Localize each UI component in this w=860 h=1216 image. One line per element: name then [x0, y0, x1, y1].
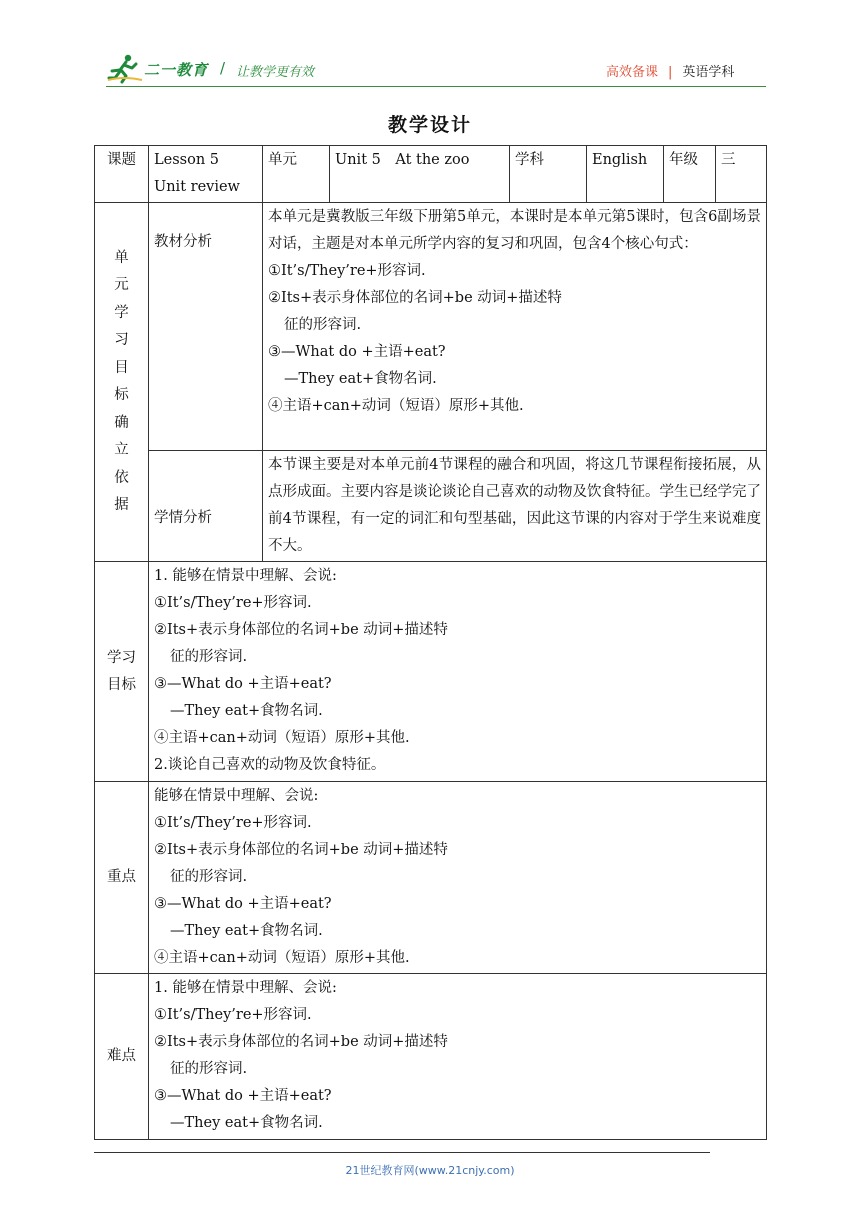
- material-point: 征的形容词.: [284, 317, 362, 333]
- header-subject: 英语学科: [682, 65, 735, 80]
- basis-label-char: 习: [114, 332, 129, 348]
- material-paragraph: 本单元是冀教版三年级下册第5单元，本课时是本单元第5课时，包含6副场景对话，主题是对本单元所学内容的复习和巩固，包含4个核心句式：: [268, 209, 761, 252]
- goals-row: [95, 562, 767, 782]
- topic-label: 课题: [95, 146, 149, 203]
- grade-label: 年级: [664, 146, 716, 203]
- learner-row: [95, 451, 767, 562]
- key-point-line: ①It’s/They’re+形容词.: [154, 815, 312, 831]
- info-row: [95, 146, 767, 203]
- key-point-line: —They eat+食物名词.: [170, 923, 323, 939]
- subject-value: English: [587, 146, 664, 203]
- basis-label-char: 元: [114, 277, 129, 293]
- basis-label-char: 目: [114, 359, 129, 376]
- goals-content: [149, 562, 767, 782]
- brand-slash: /: [220, 59, 226, 77]
- material-points: [268, 258, 761, 420]
- brand-logo: [106, 52, 336, 86]
- page-title: 教学设计: [387, 114, 472, 136]
- brand-slogan: 让教学更有效: [236, 65, 315, 80]
- header-right: [606, 61, 734, 80]
- key-point-line: 征的形容词.: [170, 869, 248, 885]
- material-point: ②Its+表示身体部位的名词+be 动词+描述特: [268, 290, 562, 306]
- difficulties-content: [149, 974, 767, 1140]
- basis-label-char: 单: [114, 249, 129, 266]
- basis-label-char: 确: [114, 414, 129, 431]
- material-row: [95, 203, 767, 451]
- goal-line: ③—What do +主语+eat?: [154, 676, 332, 692]
- key-point-line: ④主语+can+动词（短语）原形+其他.: [154, 950, 410, 966]
- key-point-line: ③—What do +主语+eat?: [154, 896, 332, 912]
- difficulty-line: ②Its+表示身体部位的名词+be 动词+描述特: [154, 1034, 448, 1050]
- footer-divider: [94, 1152, 710, 1153]
- unit-value: Unit 5 At the zoo: [330, 146, 510, 203]
- goal-line: 2.谈论自己喜欢的动物及饮食特征。: [154, 757, 386, 773]
- learner-content: 本节课主要是对本单元前4节课程的融合和巩固，将这几节课程衔接拓展，从点形成面。主要内容是谈论谈论自己喜欢的动物及饮食特征。学生已经学完了前4节课程，有一定的词汇和句型基础，因此这节课的内容对于学生来说难度不大。: [263, 451, 767, 562]
- brand-name: 二一教育: [144, 61, 209, 79]
- difficulty-line: 征的形容词.: [170, 1061, 248, 1077]
- grade-value: 三: [716, 146, 767, 203]
- key-points-label: 重点: [95, 782, 149, 974]
- material-label: 教材分析: [149, 203, 263, 451]
- topic-line: Lesson 5: [154, 152, 219, 168]
- key-points-row: [95, 782, 767, 974]
- goals-label-line: 目标: [107, 676, 136, 693]
- basis-label-char: 依: [114, 469, 129, 486]
- key-point-line: ②Its+表示身体部位的名词+be 动词+描述特: [154, 842, 448, 858]
- runner-icon: [106, 52, 146, 84]
- topic-value: [149, 146, 263, 203]
- header-separator: |: [668, 65, 673, 80]
- goals-label: [95, 562, 149, 782]
- learner-label: 学情分析: [149, 451, 263, 562]
- goal-line: 征的形容词.: [170, 649, 248, 665]
- material-point: ④主语+can+动词（短语）原形+其他.: [268, 398, 524, 414]
- header-divider: [106, 86, 766, 87]
- goal-line: ②Its+表示身体部位的名词+be 动词+描述特: [154, 622, 448, 638]
- material-point: ③—What do +主语+eat?: [268, 344, 446, 360]
- material-point: —They eat+食物名词.: [284, 371, 437, 387]
- lesson-design-table: [94, 145, 767, 1140]
- key-point-line: 能够在情景中理解、会说:: [154, 788, 319, 804]
- page-header: [0, 0, 860, 100]
- basis-label-char: 学: [114, 304, 129, 321]
- key-points-content: [149, 782, 767, 974]
- goal-line: ①It’s/They’re+形容词.: [154, 595, 312, 611]
- goal-line: —They eat+食物名词.: [170, 703, 323, 719]
- footer-text: 21世纪教育网(www.21cnjy.com): [345, 1164, 515, 1177]
- difficulty-line: 1. 能够在情景中理解、会说:: [154, 980, 337, 996]
- basis-label-char: 标: [114, 387, 129, 403]
- goal-line: 1. 能够在情景中理解、会说:: [154, 568, 337, 584]
- material-content: [263, 203, 767, 451]
- difficulty-line: —They eat+食物名词.: [170, 1115, 323, 1131]
- basis-label: [95, 203, 149, 562]
- goals-label-line: 学习: [107, 649, 136, 666]
- topic-line: Unit review: [154, 179, 240, 195]
- basis-label-char: 据: [114, 497, 129, 513]
- goal-line: ④主语+can+动词（短语）原形+其他.: [154, 730, 410, 746]
- header-tag: 高效备课: [606, 65, 659, 80]
- basis-label-char: 立: [114, 442, 129, 458]
- difficulty-line: ①It’s/They’re+形容词.: [154, 1007, 312, 1023]
- subject-label: 学科: [510, 146, 587, 203]
- difficulties-label: 难点: [95, 974, 149, 1140]
- difficulty-line: ③—What do +主语+eat?: [154, 1088, 332, 1104]
- material-point: ①It’s/They’re+形容词.: [268, 263, 426, 279]
- unit-label: 单元: [263, 146, 330, 203]
- difficulties-row: [95, 974, 767, 1140]
